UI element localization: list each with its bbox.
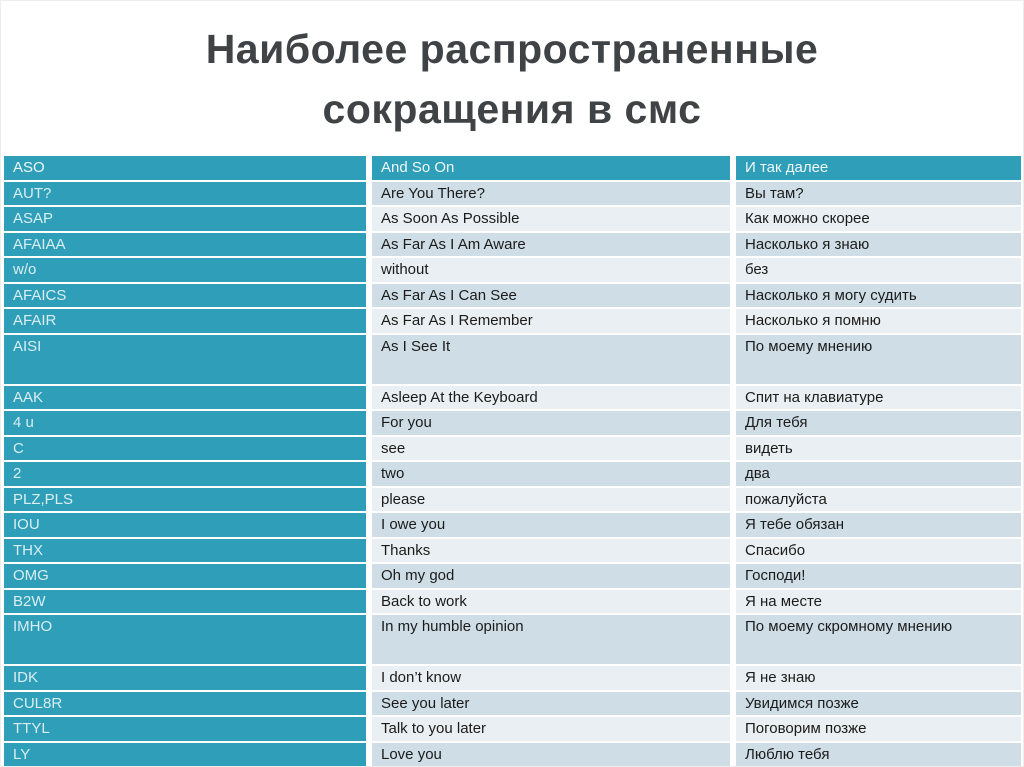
english-meaning-cell: Back to work — [372, 590, 730, 614]
english-meaning-cell: Love you — [372, 743, 730, 767]
russian-translation-cell: без — [736, 258, 1021, 282]
russian-translation-cell: Вы там? — [736, 182, 1021, 206]
russian-translation-cell: Я не знаю — [736, 666, 1021, 690]
english-meaning-cell: I don’t know — [372, 666, 730, 690]
abbreviation-cell: CUL8R — [4, 692, 366, 716]
abbreviation-cell: OMG — [4, 564, 366, 588]
page-title-line2: сокращения в смс — [322, 86, 702, 132]
abbreviation-cell: AFAIR — [4, 309, 366, 333]
english-meaning-cell: Oh my god — [372, 564, 730, 588]
english-meaning-cell: Talk to you later — [372, 717, 730, 741]
russian-translation-cell: два — [736, 462, 1021, 486]
abbreviation-cell: IOU — [4, 513, 366, 537]
english-meaning-cell: Asleep At the Keyboard — [372, 386, 730, 410]
english-meaning-cell: please — [372, 488, 730, 512]
russian-translation-cell: Поговорим позже — [736, 717, 1021, 741]
russian-translation-cell: И так далее — [736, 156, 1021, 180]
abbreviation-cell: w/o — [4, 258, 366, 282]
russian-translation-cell: Для тебя — [736, 411, 1021, 435]
table-row — [4, 692, 1021, 716]
table-row — [4, 335, 1021, 384]
english-meaning-cell: For you — [372, 411, 730, 435]
abbreviations-table — [4, 156, 1021, 766]
table-row — [4, 233, 1021, 257]
abbreviation-cell: B2W — [4, 590, 366, 614]
table-row — [4, 258, 1021, 282]
abbreviation-cell: THX — [4, 539, 366, 563]
table-row — [4, 309, 1021, 333]
table-row — [4, 743, 1021, 767]
abbreviation-cell: AISI — [4, 335, 366, 384]
english-meaning-cell: As Far As I Am Aware — [372, 233, 730, 257]
table-row — [4, 590, 1021, 614]
table-row — [4, 156, 1021, 180]
abbreviation-cell: PLZ,PLS — [4, 488, 366, 512]
russian-translation-cell: Я на месте — [736, 590, 1021, 614]
table-row — [4, 437, 1021, 461]
abbreviation-cell: AAK — [4, 386, 366, 410]
table-row — [4, 207, 1021, 231]
english-meaning-cell: Are You There? — [372, 182, 730, 206]
english-meaning-cell: two — [372, 462, 730, 486]
table-row — [4, 411, 1021, 435]
russian-translation-cell: По моему скромному мнению — [736, 615, 1021, 664]
russian-translation-cell: Спит на клавиатуре — [736, 386, 1021, 410]
english-meaning-cell: see — [372, 437, 730, 461]
russian-translation-cell: Господи! — [736, 564, 1021, 588]
table-row — [4, 386, 1021, 410]
english-meaning-cell: As Far As I Can See — [372, 284, 730, 308]
abbreviation-cell: ASAP — [4, 207, 366, 231]
russian-translation-cell: видеть — [736, 437, 1021, 461]
russian-translation-cell: Спасибо — [736, 539, 1021, 563]
abbreviation-cell: ASO — [4, 156, 366, 180]
russian-translation-cell: Насколько я могу судить — [736, 284, 1021, 308]
page-title-line1: Наиболее распространенные — [205, 26, 819, 72]
abbreviation-cell: LY — [4, 743, 366, 767]
russian-translation-cell: Насколько я знаю — [736, 233, 1021, 257]
russian-translation-cell: Как можно скорее — [736, 207, 1021, 231]
abbreviation-cell: AFAICS — [4, 284, 366, 308]
english-meaning-cell: See you later — [372, 692, 730, 716]
english-meaning-cell: And So On — [372, 156, 730, 180]
english-meaning-cell: As Soon As Possible — [372, 207, 730, 231]
abbreviation-cell: 4 u — [4, 411, 366, 435]
russian-translation-cell: пожалуйста — [736, 488, 1021, 512]
table-row — [4, 488, 1021, 512]
russian-translation-cell: Люблю тебя — [736, 743, 1021, 767]
russian-translation-cell: По моему мнению — [736, 335, 1021, 384]
abbreviation-cell: AUT? — [4, 182, 366, 206]
russian-translation-cell: Увидимся позже — [736, 692, 1021, 716]
abbreviation-cell: IMHO — [4, 615, 366, 664]
abbreviation-cell: C — [4, 437, 366, 461]
table-row — [4, 539, 1021, 563]
abbreviation-cell: AFAIAA — [4, 233, 366, 257]
abbreviation-cell: TTYL — [4, 717, 366, 741]
table-row — [4, 284, 1021, 308]
english-meaning-cell: In my humble opinion — [372, 615, 730, 664]
table-row — [4, 615, 1021, 664]
abbreviation-cell: 2 — [4, 462, 366, 486]
english-meaning-cell: As I See It — [372, 335, 730, 384]
abbreviation-cell: IDK — [4, 666, 366, 690]
table-row — [4, 666, 1021, 690]
english-meaning-cell: I owe you — [372, 513, 730, 537]
table-row — [4, 717, 1021, 741]
page-title — [1, 19, 1023, 139]
russian-translation-cell: Я тебе обязан — [736, 513, 1021, 537]
english-meaning-cell: As Far As I Remember — [372, 309, 730, 333]
table-row — [4, 462, 1021, 486]
table-row — [4, 564, 1021, 588]
table-row — [4, 513, 1021, 537]
english-meaning-cell: Thanks — [372, 539, 730, 563]
table-row — [4, 182, 1021, 206]
english-meaning-cell: without — [372, 258, 730, 282]
russian-translation-cell: Насколько я помню — [736, 309, 1021, 333]
